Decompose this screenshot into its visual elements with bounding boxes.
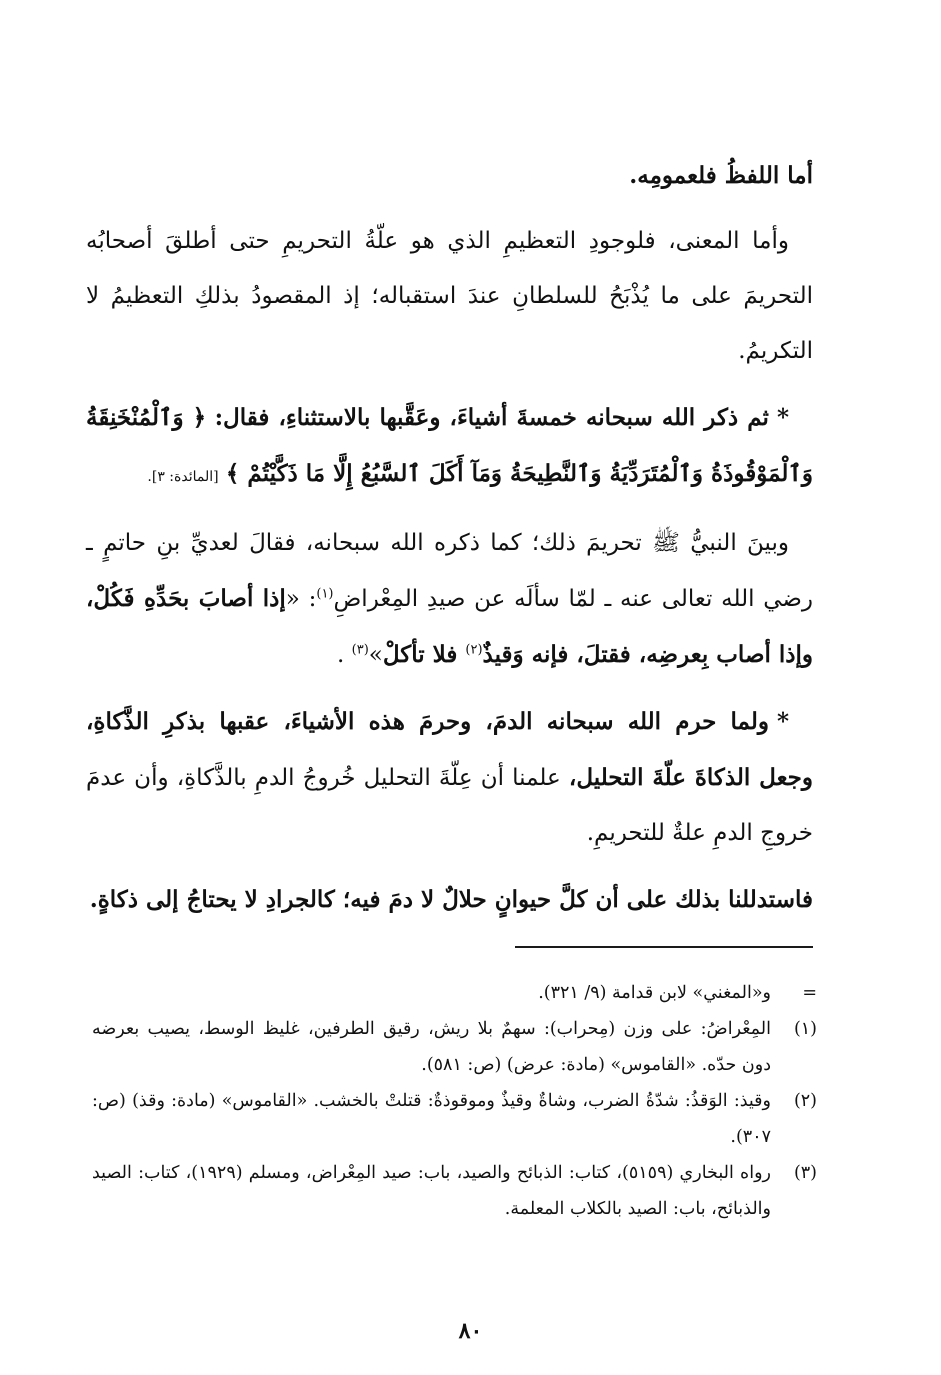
paragraph-1-text: أما اللفظُ فلعمومِه.	[629, 162, 813, 189]
footnote-number: (٢)	[793, 1091, 817, 1111]
paragraph-4-end: .	[337, 642, 352, 668]
footnote-number: =	[802, 983, 817, 1003]
paragraph-5-rest: علمنا أن عِلّةَ التحليل خُروجُ الدمِ بالذَّكاةِ، وأن عدمَ خروجِ الدمِ علةٌ للتحريمِ.	[86, 765, 813, 846]
surah-reference: [المائدة: ٣].	[147, 469, 219, 485]
hadith-quote-part-1: إذا أصابَ بحَدِّهِ فَكُلْ، وإذا أصاب بِعرضِه، فقتلَ، فإنه وَقيذٌ	[86, 585, 813, 668]
paragraph-1	[86, 148, 813, 203]
paragraph-5	[86, 694, 813, 861]
footnote-text: المِعْراضُ: على وزن (مِحراب): سهمٌ بلا ريش، رقيق الطرفين، غليظ الوسط، يصيب بعرضه دون حدّه. «القاموس» (مادة: عرض) (ص: ٥٨١).	[92, 1019, 771, 1075]
footnote-1	[92, 1011, 817, 1083]
footnote-3	[92, 1155, 817, 1227]
paragraph-3	[86, 390, 813, 505]
paragraph-3-text: ثم ذكر الله سبحانه خمسةَ أشياءَ، وعَقَّبها بالاستثناءِ، فقال:	[214, 404, 769, 431]
page-number: ٨٠	[458, 1318, 483, 1344]
paragraph-4-colon: : «	[285, 586, 317, 612]
footnote-2	[92, 1083, 817, 1155]
footnotes	[92, 975, 817, 1227]
footnote-number: (١)	[793, 1019, 817, 1039]
footnote-ref-2[interactable]: (٢)	[465, 642, 483, 658]
footnote-ref-3[interactable]: (٣)	[351, 642, 369, 658]
asterisk-marker: *	[776, 708, 789, 735]
footnote-text: رواه البخاري (٥١٥٩)، كتاب: الذبائح والصيد، باب: صيد المِعْراض، ومسلم (١٩٢٩)، كتاب: الصيد والذبائح، باب: الصيد بالكلاب المعلمة.	[92, 1163, 771, 1219]
footnote-divider	[515, 946, 813, 948]
paragraph-2	[86, 214, 813, 379]
footnote-ref-1[interactable]: (١)	[316, 586, 334, 602]
paragraph-2-text: وأما المعنى، فلوجودِ التعظيمِ الذي هو علّةُ التحريمِ حتى أطلقَ أصحابُه التحريمَ على ما يُذْبَحُ للسلطانِ عندَ استقباله؛ إذ المقصودُ بذلكِ التعظيمُ لا التكريمُ.	[86, 228, 813, 364]
hadith-quote-part-2: فلا تأكلْ	[382, 641, 466, 668]
asterisk-marker: *	[776, 404, 789, 431]
paragraph-6	[86, 872, 813, 927]
quran-verse: ﴿ وَٱلْمُنْخَنِقَةُ وَٱلْمَوْقُوذَةُ وَٱلْمُتَرَدِّيَةُ وَٱلنَّطِيحَةُ وَمَآ أَكَلَ ٱلسَّبُعُ إِلَّا مَا ذَكَّيْتُمْ ﴾	[86, 404, 813, 487]
quote-close: »	[368, 642, 383, 668]
paragraph-6-text: فاستدللنا بذلك على أن كلَّ حيوانٍ حلالٌ لا دمَ فيه؛ كالجرادِ لا يحتاجُ إلى ذكاةٍ.	[89, 886, 813, 913]
paragraph-4	[86, 516, 813, 683]
footnote-text: وقيذ: الوَقذُ: شدّةُ الضرب، وشاةٌ وقيذٌ وموقوذةٌ: قتلتْ بالخشب. «القاموس» (مادة: وقذ) (ص: ٣٠٧).	[92, 1091, 771, 1147]
footnote-continued	[92, 975, 817, 1011]
paragraph-5-bold: ولما حرم الله سبحانه الدمَ، وحرمَ هذه الأشياءَ، عقبها بذكرِ الذَّكاةِ، وجعل الذكاةَ علّةَ التحليل،	[86, 708, 813, 791]
paragraph-4-intro: وبينَ النبيُّ ﷺ تحريمَ ذلك؛ كما ذكره الله سبحانه، فقالَ لعديِّ بنِ حاتمٍ ـ رضي الله تعالى عنه ـ لمّا سألَه عن صيدِ المِعْراضِ	[86, 530, 814, 612]
main-text	[86, 148, 813, 938]
footnote-text: و«المغني» لابن قدامة (٩/ ٣٢١).	[538, 983, 771, 1003]
footnote-number: (٣)	[793, 1163, 817, 1183]
